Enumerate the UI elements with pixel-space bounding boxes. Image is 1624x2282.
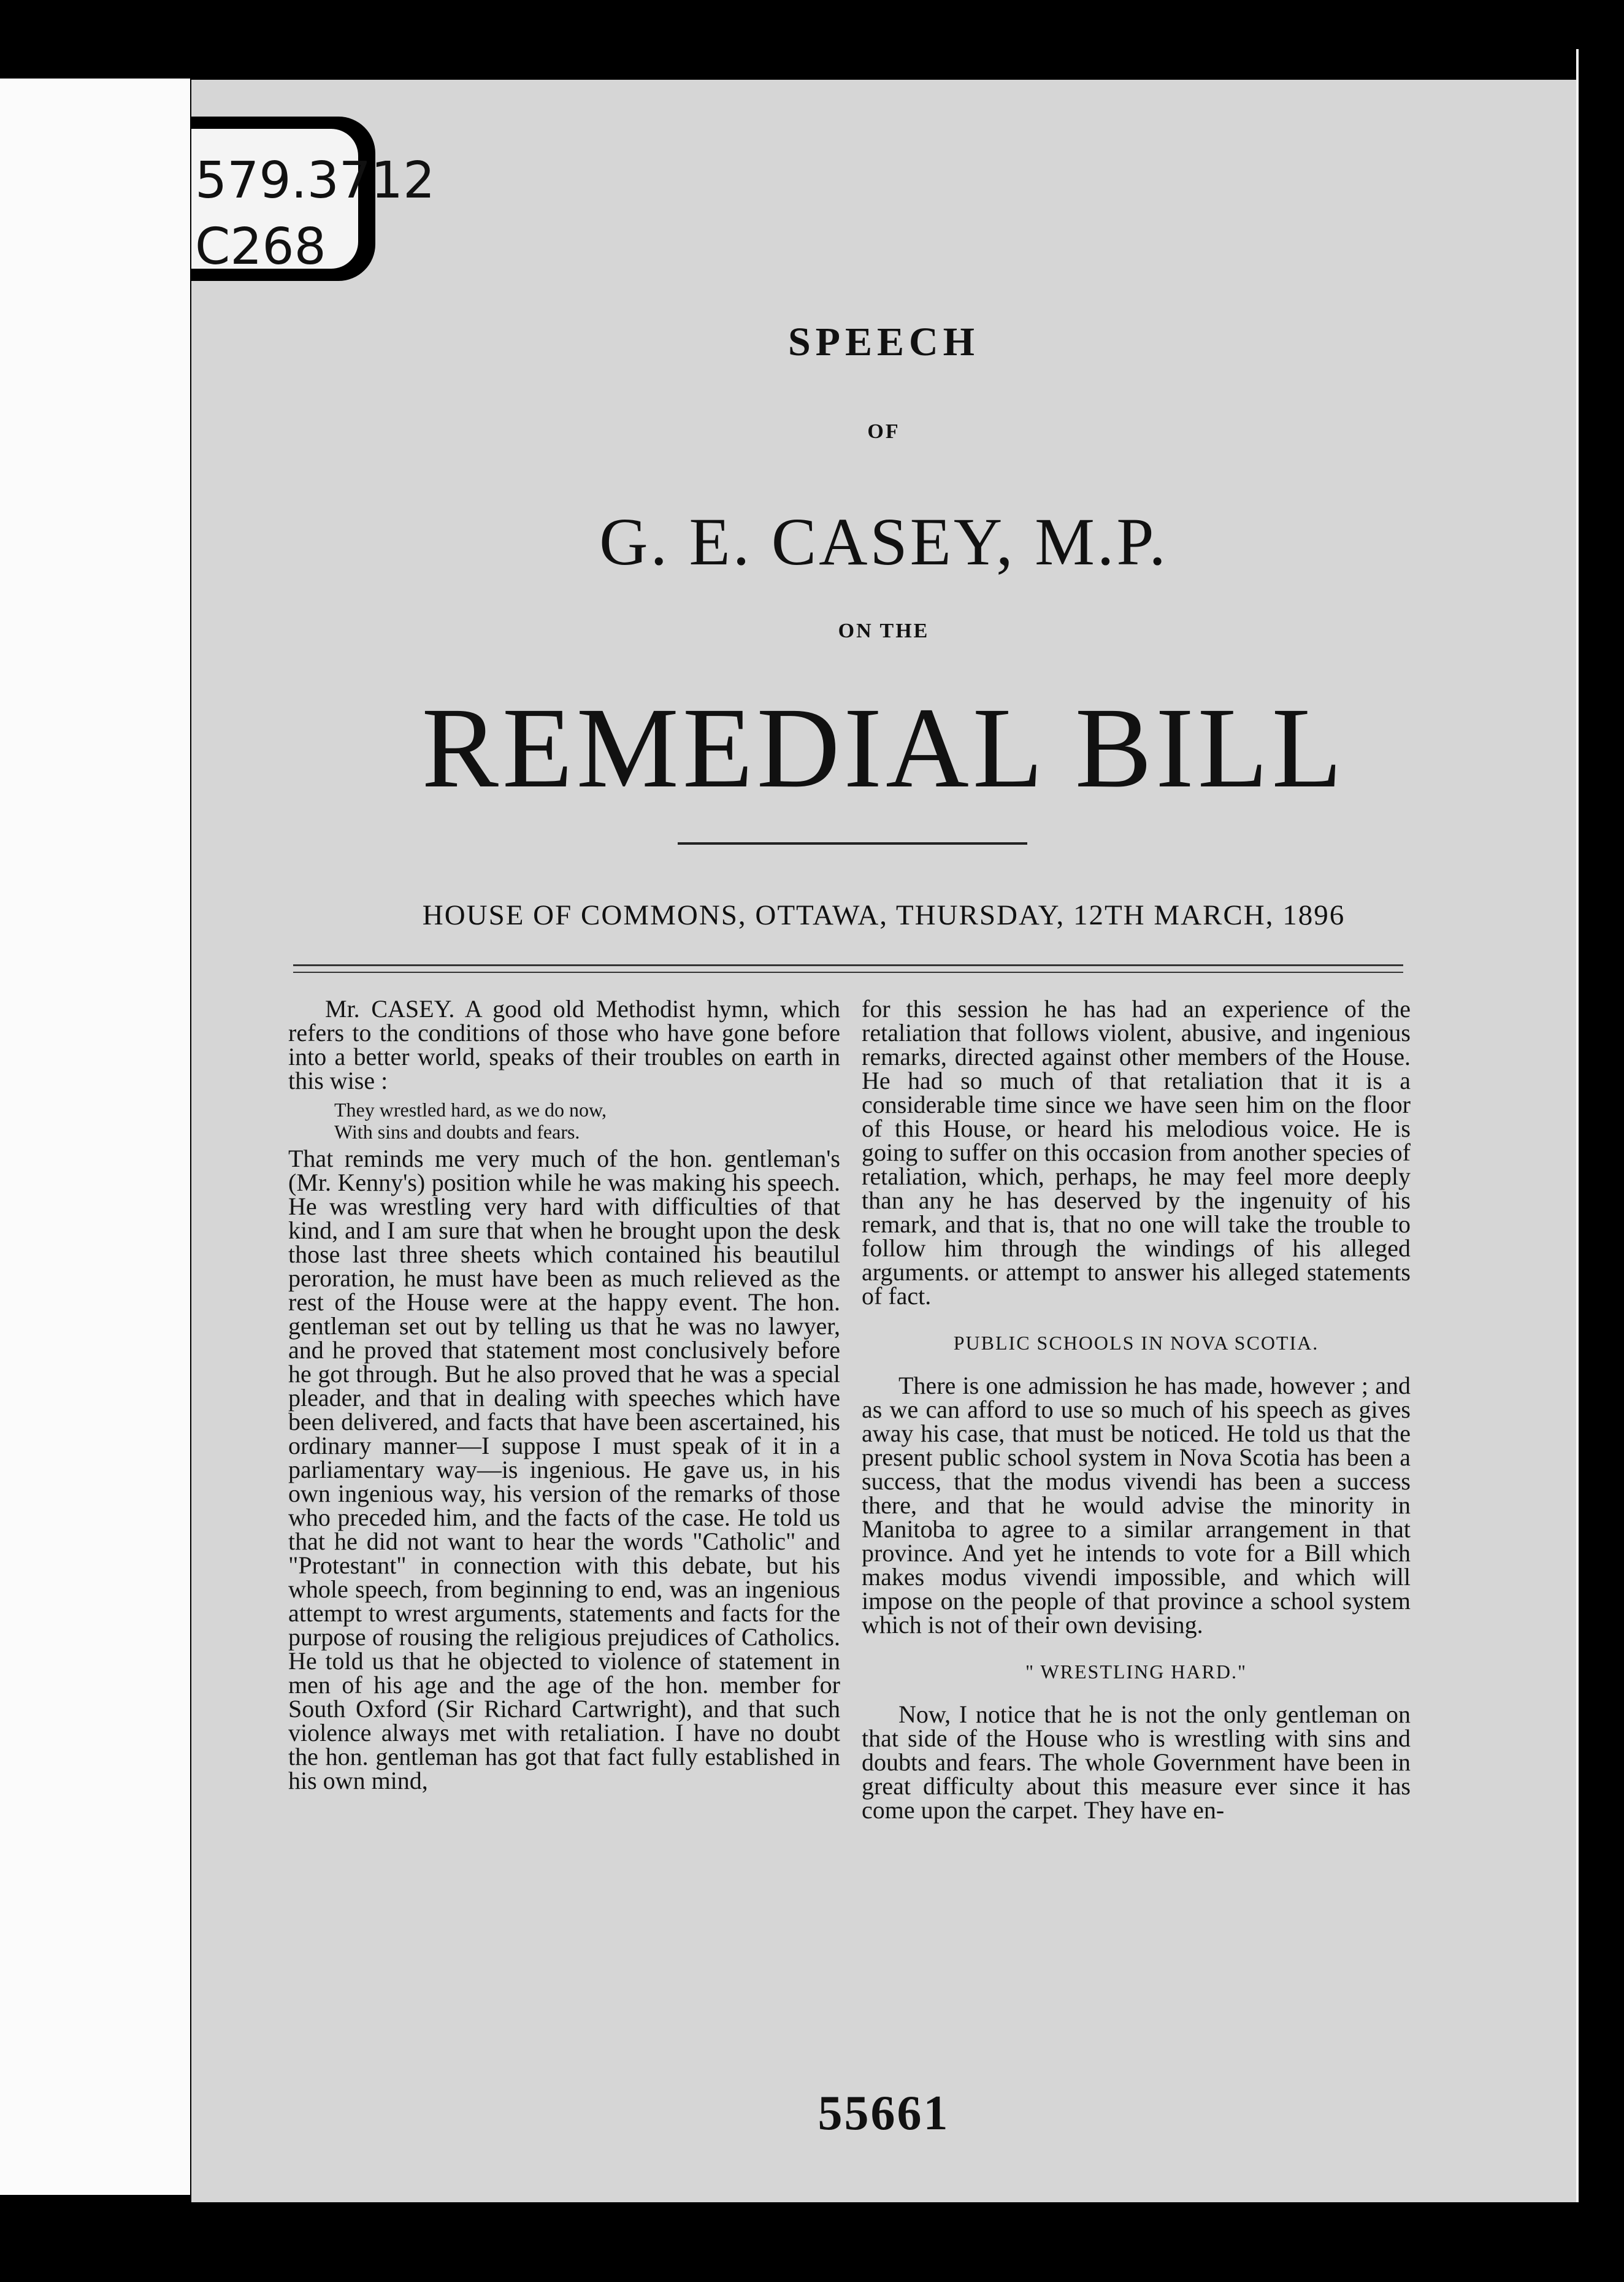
section-heading: PUBLIC SCHOOLS IN NOVA SCOTIA. bbox=[953, 1332, 1319, 1354]
speaker-name: G. E. CASEY, M.P. bbox=[599, 504, 1168, 579]
title-of: OF bbox=[867, 420, 900, 443]
section-heading: " WRESTLING HARD." bbox=[1025, 1661, 1247, 1683]
verse-line: With sins and doubts and fears. bbox=[334, 1121, 580, 1143]
title-speech: SPEECH bbox=[787, 320, 980, 364]
left-margin bbox=[0, 79, 190, 2195]
page-edge bbox=[1576, 49, 1579, 2202]
left-column bbox=[288, 997, 840, 1792]
body-paragraph: There is one admission he has made, however ; and as we can afford to use so much of his speech as gives away his case, that must be noticed. He told us that the present public school system in Nova Scotia has been a success, that the modus vivendi has been a success there, and that he would advise the minority in Manitoba to agree to a similar arrangement in that province. And yet he intends to vote for a Bill which makes modus vivendi impossible, and which will impose on the people of that province a school system which is not of their own devising. bbox=[862, 1372, 1411, 1639]
verse-line: They wrestled hard, as we do now, bbox=[334, 1099, 607, 1121]
hymn-verse bbox=[334, 1099, 840, 1143]
body-paragraph: That reminds me very much of the hon. gentleman's (Mr. Kenny's) position while he was making his speech. He was wrestling very hard with difficulties of that kind, and I am sure that when he brought upon the desk those last three sheets which contained his beautilul peroration, he must have been as much relieved as the rest of the House were at the happy event. The hon. gentleman set out by telling us that he was no lawyer, and he proved that statement most conclusively before he got through. But he also proved that he was a special pleader, and that in dealing with speeches which have been delivered, and facts that have been ascertained, his ordinary manner—I suppose I must speak of it in a parliamentary way—is ingenious. He gave us, in his own ingenious way, his version of the remarks of those who preceded him, and the facts of the case. He told us that he did not want to hear the words "Catholic" and "Protestant" in connection with this debate, but his whole speech, from beginning to end, was an ingenious attempt to wrest arguments, statements and facts for the purpose of rousing the religious prejudices of Catholics. He told us that he objected to violence of statement in men of his age and the age of the hon. member for South Oxford (Sir Richard Cartwright), and that such violence always met with retaliation. I have no doubt the hon. gentleman has got that fact fully established in his own mind, bbox=[288, 1145, 840, 1794]
header-rule-top bbox=[293, 964, 1403, 966]
body-paragraph: for this session he has had an experience of the retaliation that follows violent, abusive, and ingenious remarks, directed against other members of the House. He had so much of that retaliation that it is a considerable time since we have seen him on the floor of this House, or heard his melodious voice. He is going to suffer on this occasion from another species of retaliation, which, perhaps, he may feel more deeply than any he has deserved by the ingenuity of his remark, and that is, that no one will take the trouble to follow him through the windings of his alleged arguments. or attempt to answer his alleged statements of fact. bbox=[862, 995, 1411, 1310]
session-info: HOUSE OF COMMONS, OTTAWA, THURSDAY, 12TH MARCH, 1896 bbox=[422, 899, 1346, 931]
intro-paragraph: Mr. CASEY. A good old Methodist hymn, which refers to the conditions of those who have gone before into a better world, speaks of their troubles on earth in this wise : bbox=[288, 995, 840, 1094]
catalog-code: C268 bbox=[195, 218, 326, 276]
title-divider bbox=[678, 842, 1027, 845]
bill-title: REMEDIAL BILL bbox=[421, 683, 1346, 812]
title-on-the: ON THE bbox=[838, 620, 930, 642]
header-rule-bottom bbox=[293, 972, 1403, 973]
page-number: 55661 bbox=[818, 2086, 950, 2140]
catalog-number: 579.3712 bbox=[195, 152, 435, 210]
right-column bbox=[862, 997, 1411, 1822]
body-paragraph: Now, I notice that he is not the only gentleman on that side of the House who is wrestling with sins and doubts and fears. The whole Government have been in great difficulty about this measure ever since it has come upon the carpet. They have en- bbox=[862, 1700, 1411, 1824]
